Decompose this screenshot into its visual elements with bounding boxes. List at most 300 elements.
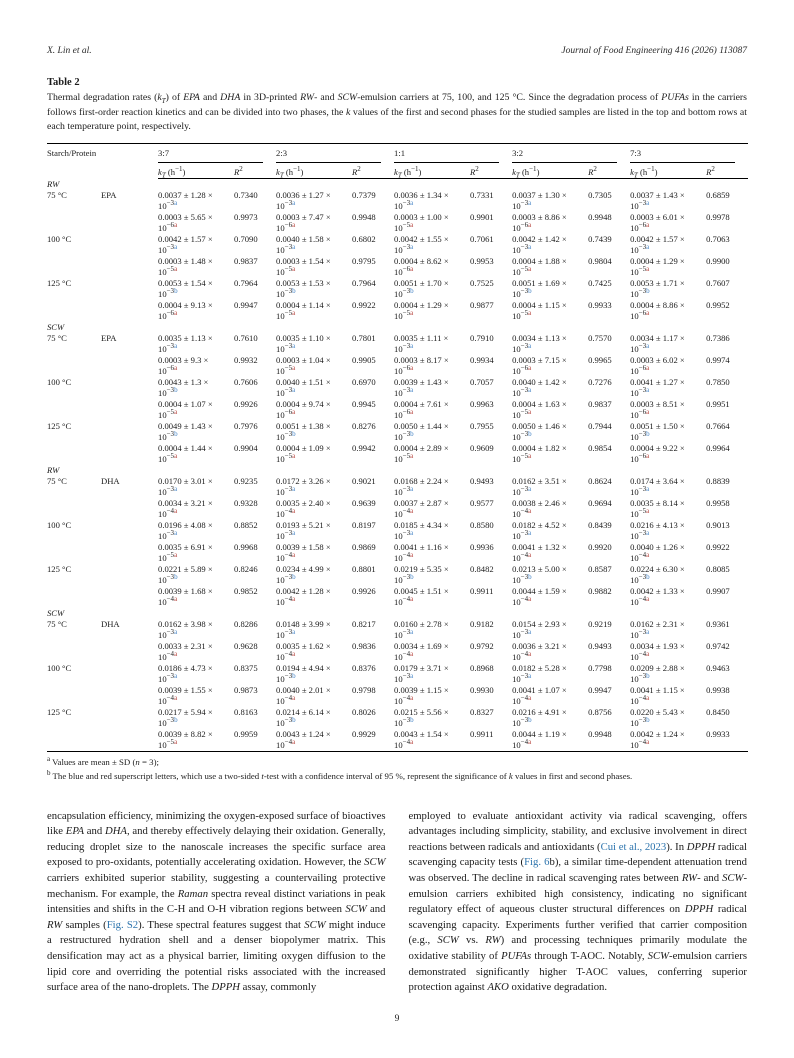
r2-cell: 0.8450 <box>706 707 730 718</box>
significance-letter: a <box>528 364 532 373</box>
subheader-r2 <box>588 163 630 179</box>
exponent: −4 <box>284 694 293 703</box>
exponent: −5 <box>166 738 175 747</box>
k-value-cell: 0.0035 ± 1.13 × $10^{-3a}$ <box>158 333 213 355</box>
r2-cell: 0.7664 <box>706 421 730 432</box>
significance-letter: a <box>174 694 178 703</box>
italic-text: SCW <box>364 856 386 869</box>
k-value-cell: 0.0044 ± 1.59 × $10^{-4a}$ <box>512 586 567 608</box>
k-value-cell: 0.0216 ± 4.13 × $10^{-3a}$ <box>630 520 685 542</box>
exponent: −3 <box>638 386 647 395</box>
r2-cell: 0.8587 <box>588 564 612 575</box>
exponent: −3 <box>402 573 411 582</box>
r2-cell: 0.8085 <box>706 564 730 575</box>
fatty-acid-label: DHA <box>101 476 120 487</box>
r2-cell: 0.7057 <box>470 377 494 388</box>
table-row <box>47 377 748 399</box>
italic-text: PUFAs <box>501 949 532 962</box>
k-value-cell: 0.0041 ± 1.16 × $10^{-4a}$ <box>394 542 449 564</box>
r2-cell: 0.9328 <box>234 498 258 509</box>
ratio-label: 2:3 <box>276 148 381 163</box>
k-value-cell: 0.0042 ± 1.42 × $10^{-3a}$ <box>512 234 567 256</box>
significance-letter: a <box>292 386 296 395</box>
k-value-cell: 0.0224 ± 6.30 × $10^{-3b}$ <box>630 564 685 586</box>
r2-cell: 0.9926 <box>352 586 376 597</box>
italic-text: RW <box>47 918 63 931</box>
r2-cell: 0.9798 <box>352 685 376 696</box>
italic-text: k <box>157 92 162 103</box>
exponent: −3 <box>638 243 647 252</box>
temperature-label: 100 °C <box>47 377 72 388</box>
r2-cell: 0.8026 <box>352 707 376 718</box>
script-text: −1 <box>293 165 301 174</box>
significance-letter: a <box>528 507 532 516</box>
exponent: −3 <box>166 628 175 637</box>
k-value-cell: 0.0040 ± 1.58 × $10^{-3a}$ <box>276 234 331 256</box>
italic-text: n <box>135 757 140 768</box>
significance-letter: a <box>292 485 296 494</box>
significance-letter: a <box>292 408 296 417</box>
k-value-cell: 0.0003 ± 7.15 × $10^{-6a}$ <box>512 355 567 377</box>
significance-letter: a <box>410 507 414 516</box>
significance-letter: a <box>410 551 414 560</box>
k-value-cell: 0.0043 ± 1.24 × $10^{-4a}$ <box>276 729 331 751</box>
r2-cell: 0.9361 <box>706 619 730 630</box>
significance-letter: a <box>528 738 532 747</box>
italic-text: EPA <box>183 92 200 103</box>
italic-text: DHA <box>220 92 241 103</box>
exponent: −4 <box>402 694 411 703</box>
section-label: RW <box>47 179 60 190</box>
r2-cell: 0.8756 <box>588 707 612 718</box>
k-value-cell: 0.0034 ± 3.21 × $10^{-4a}$ <box>158 498 213 520</box>
r2-cell: 0.9948 <box>588 729 612 740</box>
temperature-label: 125 °C <box>47 707 72 718</box>
r2-cell: 0.7910 <box>470 333 494 344</box>
exponent: −6 <box>402 364 411 373</box>
k-value-cell: 0.0035 ± 1.10 × $10^{-3a}$ <box>276 333 331 355</box>
exponent: −3 <box>520 529 529 538</box>
italic-text: R <box>706 167 712 178</box>
significance-letter: b <box>410 573 414 582</box>
significance-letter: a <box>410 628 414 637</box>
r2-cell: 0.9493 <box>588 641 612 652</box>
significance-letter: a <box>410 364 414 373</box>
exponent: −3 <box>166 287 175 296</box>
exponent: −4 <box>638 738 647 747</box>
significance-letter: b <box>646 573 650 582</box>
r2-cell: 0.7276 <box>588 377 612 388</box>
k-value-cell: 0.0170 ± 3.01 × $10^{-3a}$ <box>158 476 213 498</box>
k-value-cell: 0.0194 ± 4.94 × $10^{-3b}$ <box>276 663 331 685</box>
k-value-cell: 0.0172 ± 3.26 × $10^{-3a}$ <box>276 476 331 498</box>
k-value-cell: 0.0004 ± 1.88 × $10^{-5a}$ <box>512 256 567 278</box>
exponent: −5 <box>638 265 647 274</box>
k-value-cell: 0.0160 ± 2.78 × $10^{-3a}$ <box>394 619 449 641</box>
table-footnotes <box>47 756 747 783</box>
exponent: −6 <box>284 408 293 417</box>
k-value-cell: 0.0004 ± 1.07 × $10^{-5a}$ <box>158 399 213 421</box>
r2-cell: 0.9836 <box>352 641 376 652</box>
r2-cell: 0.9938 <box>706 685 730 696</box>
k-value-cell: 0.0036 ± 1.27 × $10^{-3a}$ <box>276 190 331 212</box>
significance-letter: a <box>174 595 178 604</box>
k-value-cell: 0.0039 ± 1.15 × $10^{-4a}$ <box>394 685 449 707</box>
italic-text: SCW <box>722 871 744 884</box>
section-label: SCW <box>47 608 65 619</box>
significance-letter: a <box>174 309 178 318</box>
fatty-acid-label <box>101 421 158 465</box>
significance-letter: a <box>528 672 532 681</box>
running-head <box>47 46 747 56</box>
k-value-cell: 0.0034 ± 1.13 × $10^{-3a}$ <box>512 333 567 355</box>
group-header-ratio <box>630 144 748 164</box>
exponent: −5 <box>402 452 411 461</box>
r2-cell: 0.8375 <box>234 663 258 674</box>
significance-letter: a <box>646 386 650 395</box>
r2-cell: 0.9182 <box>470 619 494 630</box>
significance-letter: a <box>410 265 414 274</box>
r2-cell: 0.9951 <box>706 399 730 410</box>
exponent: −3 <box>166 573 175 582</box>
k-value-cell: 0.0003 ± 7.47 × $10^{-6a}$ <box>276 212 331 234</box>
k-value-cell: 0.0035 ± 8.14 × $10^{-5a}$ <box>630 498 685 520</box>
exponent: −3 <box>166 386 175 395</box>
significance-letter: b <box>292 573 296 582</box>
k-value-cell: 0.0004 ± 8.62 × $10^{-6a}$ <box>394 256 449 278</box>
exponent: −4 <box>166 694 175 703</box>
exponent: −3 <box>166 716 175 725</box>
r2-cell: 0.7570 <box>588 333 612 344</box>
ratio-label: 1:1 <box>394 148 499 163</box>
exponent: −4 <box>284 650 293 659</box>
italic-text: SCW <box>337 92 358 103</box>
significance-letter: a <box>646 342 650 351</box>
k-value-cell: 0.0039 ± 1.43 × $10^{-3a}$ <box>394 377 449 399</box>
exponent: −5 <box>520 408 529 417</box>
k-value-cell: 0.0004 ± 7.61 × $10^{-6a}$ <box>394 399 449 421</box>
body-column-left: encapsulation efficiency, minimizing the oxygen-exposed surface of bioactives like EPA and DHA, and thereby effectively delaying their oxidation. Generally, reducing droplet size to the nanoscale increases the specific surface area exposed to pro-oxidants, potentially accelerating oxidation. However, the SCW carriers exhibited superior stability, suggesting a countervailing protective mechanism. For example, the Raman spectra reveal distinct variations in peak intensities and shifts in the C-H and O-H vibration regions between SCW and RW samples (Fig. S2). These spectral features suggest that SCW might induce a restructured hydration shell and a denser biopolymer matrix. This densification may act as a physical barrier, limiting oxygen diffusion to the lipid core and overriding the potential risks associated with the increased surface area of the nano-droplets. The DPPH assay, commonly <box>47 809 386 994</box>
k-value-cell: 0.0003 ± 8.17 × $10^{-6a}$ <box>394 355 449 377</box>
k-value-cell: 0.0004 ± 1.82 × $10^{-5a}$ <box>512 443 567 465</box>
r2-cell: 0.9882 <box>588 586 612 597</box>
significance-letter: b <box>528 573 532 582</box>
italic-text: Raman <box>177 887 209 900</box>
significance-letter: b <box>292 672 296 681</box>
exponent: −3 <box>402 485 411 494</box>
exponent: −5 <box>520 309 529 318</box>
significance-letter: a <box>528 529 532 538</box>
exponent: −3 <box>402 342 411 351</box>
r2-cell: 0.7063 <box>706 234 730 245</box>
exponent: −6 <box>284 221 293 230</box>
exponent: −5 <box>166 408 175 417</box>
r2-cell: 0.9934 <box>470 355 494 366</box>
exponent: −3 <box>402 199 411 208</box>
significance-letter: a <box>410 386 414 395</box>
r2-cell: 0.8624 <box>588 476 612 487</box>
significance-letter: b <box>292 430 296 439</box>
exponent: −4 <box>638 551 647 560</box>
temperature-label: 100 °C <box>47 520 72 531</box>
significance-letter: a <box>410 243 414 252</box>
exponent: −4 <box>520 595 529 604</box>
subheader-r2 <box>706 163 748 179</box>
k-value-cell: 0.0036 ± 1.34 × $10^{-3a}$ <box>394 190 449 212</box>
exponent: −5 <box>402 221 411 230</box>
script-text: 2 <box>593 165 597 174</box>
exponent: −3 <box>402 386 411 395</box>
exponent: −3 <box>284 716 293 725</box>
exponent: −6 <box>638 408 647 417</box>
temperature-label: 75 °C <box>47 333 67 344</box>
temperature-label: 75 °C <box>47 476 67 487</box>
footnote-marker: a <box>47 755 51 764</box>
temperature-label: 75 °C <box>47 190 67 201</box>
significance-letter: a <box>292 694 296 703</box>
significance-letter: a <box>292 452 296 461</box>
table-row <box>47 520 748 542</box>
k-value-cell: 0.0179 ± 3.71 × $10^{-3a}$ <box>394 663 449 685</box>
italic-text: PUFAs <box>661 92 689 103</box>
group-header-ratio <box>512 144 630 164</box>
italic-text: k <box>512 167 516 178</box>
r2-cell: 0.9947 <box>588 685 612 696</box>
exponent: −5 <box>166 265 175 274</box>
k-value-cell: 0.0162 ± 3.98 × $10^{-3a}$ <box>158 619 213 641</box>
r2-cell: 0.9911 <box>470 729 494 740</box>
table-row <box>47 421 748 443</box>
subheader-r2 <box>352 163 394 179</box>
r2-cell: 0.9947 <box>234 300 258 311</box>
significance-letter: a <box>646 452 650 461</box>
k-value-cell: 0.0039 ± 1.58 × $10^{-4a}$ <box>276 542 331 564</box>
significance-letter: a <box>410 408 414 417</box>
script-text: T <box>633 171 638 180</box>
k-value-cell: 0.0209 ± 2.88 × $10^{-3b}$ <box>630 663 685 685</box>
significance-letter: a <box>292 309 296 318</box>
significance-letter: a <box>528 342 532 351</box>
significance-letter: a <box>528 221 532 230</box>
r2-cell: 0.9953 <box>470 256 494 267</box>
fatty-acid-label: EPA <box>101 333 117 344</box>
exponent: −4 <box>638 595 647 604</box>
k-value-cell: 0.0040 ± 1.51 × $10^{-3a}$ <box>276 377 331 399</box>
exponent: −3 <box>638 628 647 637</box>
italic-text: SCW <box>345 903 367 916</box>
citation-link[interactable]: Fig. S2 <box>106 918 139 931</box>
exponent: −3 <box>166 672 175 681</box>
exponent: −3 <box>520 485 529 494</box>
exponent: −3 <box>284 430 293 439</box>
k-value-cell: 0.0004 ± 9.22 × $10^{-6a}$ <box>630 443 685 465</box>
r2-cell: 0.9920 <box>588 542 612 553</box>
table-row <box>47 663 748 685</box>
k-value-cell: 0.0003 ± 9.3 × $10^{-6a}$ <box>158 355 209 377</box>
k-value-cell: 0.0004 ± 1.15 × $10^{-5a}$ <box>512 300 567 322</box>
k-value-cell: 0.0041 ± 1.15 × $10^{-4a}$ <box>630 685 685 707</box>
significance-letter: a <box>528 551 532 560</box>
r2-cell: 0.9911 <box>470 586 494 597</box>
r2-cell: 0.8276 <box>352 421 376 432</box>
significance-letter: b <box>646 672 650 681</box>
r2-cell: 0.9493 <box>470 476 494 487</box>
r2-cell: 0.9463 <box>706 663 730 674</box>
exponent: −3 <box>402 287 411 296</box>
k-value-cell: 0.0035 ± 1.62 × $10^{-4a}$ <box>276 641 331 663</box>
k-value-cell: 0.0035 ± 2.40 × $10^{-4a}$ <box>276 498 331 520</box>
k-value-cell: 0.0041 ± 1.32 × $10^{-4a}$ <box>512 542 567 564</box>
r2-cell: 0.9792 <box>470 641 494 652</box>
k-value-cell: 0.0045 ± 1.51 × $10^{-4a}$ <box>394 586 449 608</box>
significance-letter: a <box>646 485 650 494</box>
k-value-cell: 0.0050 ± 1.46 × $10^{-3b}$ <box>512 421 567 443</box>
significance-letter: b <box>292 287 296 296</box>
r2-cell: 0.7379 <box>352 190 376 201</box>
k-value-cell: 0.0004 ± 8.86 × $10^{-6a}$ <box>630 300 685 322</box>
r2-cell: 0.7340 <box>234 190 258 201</box>
r2-cell: 0.9837 <box>588 399 612 410</box>
significance-letter: a <box>528 694 532 703</box>
exponent: −3 <box>638 672 647 681</box>
significance-letter: a <box>528 386 532 395</box>
significance-letter: a <box>292 595 296 604</box>
italic-text: SCW <box>647 949 670 962</box>
r2-cell: 0.7964 <box>352 278 376 289</box>
r2-cell: 0.9577 <box>470 498 494 509</box>
r2-cell: 0.9907 <box>706 586 730 597</box>
exponent: −3 <box>284 573 293 582</box>
exponent: −4 <box>402 551 411 560</box>
italic-text: RW <box>300 92 315 103</box>
r2-cell: 0.9968 <box>234 542 258 553</box>
table-row <box>47 190 748 212</box>
k-value-cell: 0.0050 ± 1.44 × $10^{-3b}$ <box>394 421 449 443</box>
r2-cell: 0.7850 <box>706 377 730 388</box>
table-row <box>47 278 748 300</box>
r2-cell: 0.9965 <box>588 355 612 366</box>
italic-text: k <box>630 167 634 178</box>
citation-link[interactable]: Cui et al., 2023 <box>600 840 667 853</box>
k-value-cell: 0.0034 ± 1.93 × $10^{-4a}$ <box>630 641 685 663</box>
significance-letter: a <box>646 694 650 703</box>
k-value-cell: 0.0040 ± 1.42 × $10^{-3a}$ <box>512 377 567 399</box>
exponent: −3 <box>284 529 293 538</box>
significance-letter: a <box>292 628 296 637</box>
italic-text: DPPH <box>684 903 714 916</box>
exponent: −5 <box>402 309 411 318</box>
exponent: −3 <box>166 342 175 351</box>
footnote-marker: b <box>47 768 51 777</box>
k-value-cell: 0.0053 ± 1.71 × $10^{-3b}$ <box>630 278 685 300</box>
exponent: −5 <box>284 452 293 461</box>
exponent: −4 <box>402 507 411 516</box>
exponent: −3 <box>520 287 529 296</box>
exponent: −3 <box>638 573 647 582</box>
temperature-label: 75 °C <box>47 619 67 630</box>
script-text: −1 <box>529 165 537 174</box>
significance-letter: a <box>646 507 650 516</box>
exponent: −4 <box>402 738 411 747</box>
footnote-b: $^b$ The blue and red superscript letters, which use a two-sided t-test with a confidence interval of 95 %, represent the significance of k values in first and second phases. <box>47 768 633 781</box>
citation-link[interactable]: Fig. 6 <box>524 856 550 869</box>
exponent: −3 <box>638 485 647 494</box>
fatty-acid-label <box>101 234 158 278</box>
significance-letter: a <box>410 694 414 703</box>
k-value-cell: 0.0004 ± 1.63 × $10^{-5a}$ <box>512 399 567 421</box>
r2-cell: 0.8163 <box>234 707 258 718</box>
k-value-cell: 0.0004 ± 2.89 × $10^{-5a}$ <box>394 443 449 465</box>
exponent: −3 <box>402 672 411 681</box>
ratio-label: 7:3 <box>630 148 735 163</box>
exponent: −3 <box>520 430 529 439</box>
r2-cell: 0.7525 <box>470 278 494 289</box>
table-row <box>47 476 748 498</box>
k-value-cell: 0.0004 ± 1.29 × $10^{-5a}$ <box>630 256 685 278</box>
r2-cell: 0.9974 <box>706 355 730 366</box>
italic-text: R <box>588 167 594 178</box>
significance-letter: a <box>410 309 414 318</box>
k-value-cell: 0.0043 ± 1.3 × $10^{-3b}$ <box>158 377 209 399</box>
significance-letter: a <box>292 342 296 351</box>
exponent: −3 <box>402 430 411 439</box>
r2-cell: 0.9933 <box>706 729 730 740</box>
exponent: −3 <box>402 529 411 538</box>
r2-cell: 0.7798 <box>588 663 612 674</box>
footnote-a: $^a$ Values are mean ± SD (n = 3); <box>47 755 159 768</box>
k-value-cell: 0.0051 ± 1.70 × $10^{-3b}$ <box>394 278 449 300</box>
significance-letter: a <box>646 529 650 538</box>
r2-cell: 0.8801 <box>352 564 376 575</box>
k-value-cell: 0.0042 ± 1.57 × $10^{-3a}$ <box>158 234 213 256</box>
page-number: 9 <box>394 1014 400 1024</box>
fatty-acid-label: EPA <box>101 190 117 201</box>
significance-letter: a <box>646 650 650 659</box>
r2-cell: 0.6859 <box>706 190 730 201</box>
r2-cell: 0.9964 <box>706 443 730 454</box>
exponent: −4 <box>520 694 529 703</box>
k-value-cell: 0.0043 ± 1.54 × $10^{-4a}$ <box>394 729 449 751</box>
exponent: −3 <box>166 529 175 538</box>
r2-cell: 0.8286 <box>234 619 258 630</box>
k-value-cell: 0.0042 ± 1.24 × $10^{-4a}$ <box>630 729 685 751</box>
r2-cell: 0.9973 <box>234 212 258 223</box>
r2-cell: 0.9013 <box>706 520 730 531</box>
exponent: −5 <box>638 507 647 516</box>
exponent: −3 <box>402 628 411 637</box>
significance-letter: a <box>646 221 650 230</box>
significance-letter: a <box>292 221 296 230</box>
body-text-columns <box>47 809 747 996</box>
exponent: −4 <box>284 738 293 747</box>
italic-text: R <box>352 167 358 178</box>
k-value-cell: 0.0217 ± 5.94 × $10^{-3b}$ <box>158 707 213 729</box>
exponent: −6 <box>638 309 647 318</box>
r2-cell: 0.7386 <box>706 333 730 344</box>
k-value-cell: 0.0034 ± 1.17 × $10^{-3a}$ <box>630 333 685 355</box>
exponent: −3 <box>638 529 647 538</box>
exponent: −3 <box>520 342 529 351</box>
exponent: −3 <box>166 243 175 252</box>
significance-letter: a <box>174 672 178 681</box>
group-header-ratio <box>394 144 512 164</box>
k-value-cell: 0.0039 ± 1.55 × $10^{-4a}$ <box>158 685 213 707</box>
subheader-kt: $k_T$ $(h^{-1})$ <box>512 163 588 179</box>
r2-cell: 0.8852 <box>234 520 258 531</box>
significance-letter: a <box>528 199 532 208</box>
exponent: −6 <box>166 221 175 230</box>
r2-cell: 0.9742 <box>706 641 730 652</box>
